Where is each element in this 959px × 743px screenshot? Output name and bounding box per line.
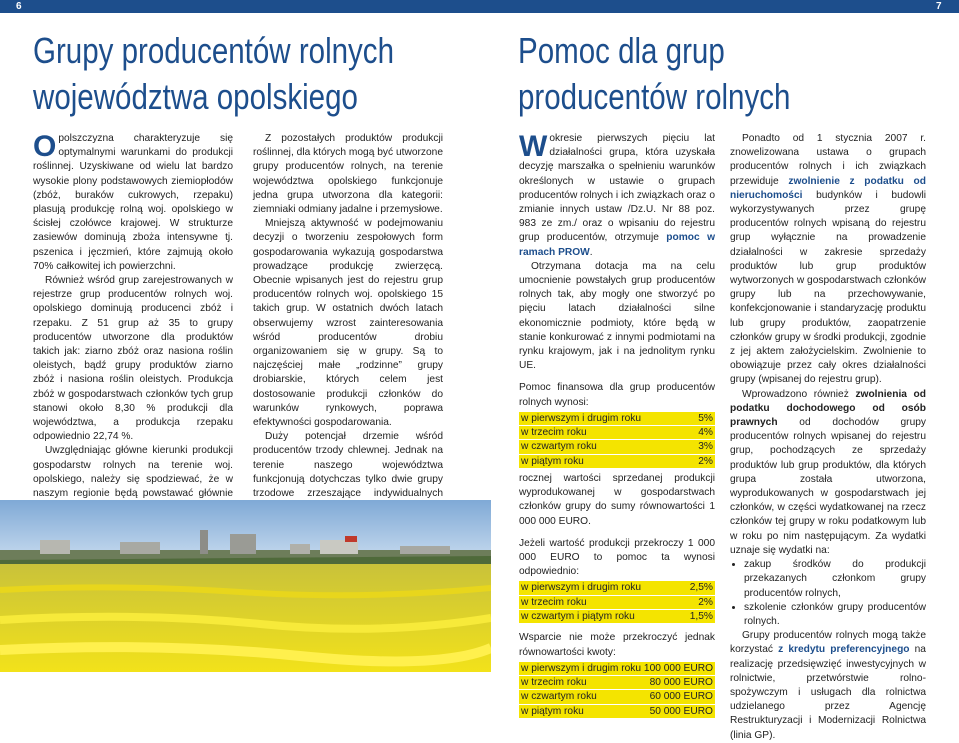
table-row: w czwartym roku 60 000 EURO [521,691,713,703]
table-row: w trzecim roku 80 000 EURO [521,677,713,689]
col3-paragraph-2: Otrzymana dotacja ma na celu umocnienie powstałych grup producentów rolnych tak, aby mogły one stworzyć po pięciu latach działalności silne ekonomicznie podmioty, które będą w stanie konkurować z innymi podmiotami na rynku krajowym, jak i na jednolitym rynku UE. [519,260,715,372]
right-page-title [518,28,790,120]
drop-cap-o: O [33,130,57,163]
col4-paragraph-3: Grupy producentów rolnych mogą także korzystać z kredytu preferencyjnego na realizację przedsięwzięć inwestycyjnych w rolnictwie, przetwórstwie rolno-spożywczym i usługach dla rolnictwa udzielanego przez Agencję Restrukturyzacji i Modernizacji Rolnictwa (linia GP). [730,630,926,741]
list-item: • zakup środków do produkcji przekazanych członkom grupy producentów rolnych, [744,558,926,601]
col1-paragraph-3: Uwzględniając główne kierunki produkcji gospodarstw rolnych na terenie woj. opolskiego, należy się spodziewać, że w naszym regionie będą powstawać głównie [33,445,233,500]
col2-paragraph-3: Duży potencjał drzemie wśród producentów trzody chlewnej. Jednak na terenie naszego województwa funkcjonują dotychczas tylko dwie grupy trzodowe zrzeszające indywidualnych [253,431,443,500]
col1-paragraph-1: Opolszczyzna charakteryzuje się optymalnymi warunkami do produkcji roślinnej. Uzyskiwane od wielu lat bardzo wysokie plony podstawowych ziemiopłodów (zbóż, buraków cukrowych, rzepaku) plasują produkcję rolną woj. opolskiego w ścisłej czołówce krajowej. W strukturze zasiewów dominują zboża intensywne tj. pszenica i jęczmień, które zajmują około 70% całkowitej ich powierzchni. [33,130,233,272]
table-row: w pierwszym i drugim roku 2,5% [521,582,713,594]
table-row: w czwartym roku 3% [521,441,713,453]
prow-highlight: pomoc w ramach PROW [519,232,715,258]
tax-exemption-highlight: zwolnienie z podatku od nieruchomości [730,175,926,201]
aid-over-limit-table [519,581,715,623]
right-page-number: 7 [936,1,942,12]
column-4 [730,132,926,743]
rapeseed-field-photo [0,500,491,672]
col3-paragraph-4: rocznej wartości sprzedanej produkcji wyprodukowanej w gospodarstwach członków grupy do sumy równowartości 1 000 000 EURO. [519,473,715,527]
expense-list [730,558,926,629]
right-title-line-2: producentów rolnych [518,76,791,117]
col3-paragraph-5: Jeżeli wartość produkcji przekroczy 1 000 000 EURO to pomoc ta wynosi odpowiednio: [519,537,715,578]
table-row: w czwartym i piątym roku 1,5% [521,611,713,623]
col4-paragraph-1: Ponadto od 1 stycznia 2007 r. znowelizowana ustawa o grupach producentów rolnych i ich związkach przewiduje zwolnienie z podatku od nieruchomości budynków i budowli wykorzystywanych przez grupę producentów rolnych wpisaną do rejestru grup wyłącznie na prowadzenie działalności w zakresie sprzedaży produktów lub grup produktów wytworzonych w gospodarstwach członków grupy lub na przechowywanie, konfekcjonowanie i standaryzację produktu lub grupy produktów, zaopatrzenie członków grupy w środki produkcji, zgodnie z jej aktem założycielskim. Zwolnienie to obowiązuje przez cały okres działalności grupy (wpisanej do rejestru grup). [730,133,926,386]
col4-paragraph-2: Wprowadzono również zwolnienia od podatku dochodowego od osób prawnych od dochodów grupy producentów rolnych wpisanej do rejestru grup, pochodzących ze sprzedaży produktów lub grup produktów, dla których grupa została utworzona, wyprodukowanych w gospodarstwach jej członków, w części wydatkowanej na rzecz członków tej grupy w roku podatkowym lub w roku po nim następującym. Za wydatki uznaje się wydatki na: [730,388,926,556]
drop-cap-w: W [519,130,548,163]
col2-paragraph-2: Mniejszą aktywność w podejmowaniu decyzji o tworzeniu zespołowych form gospodarowania wykazują gospodarstwa prowadzące produkcję zwierzęcą. Obecnie wpisanych jest do rejestru grup producentów rolnych woj. opolskiego 15 takich grup. W ostatnich dwóch latach obserwujemy wzrost zainteresowania wśród producentów drobiu organizowaniem się w grupy. Są to najczęściej małe „rodzinne” grupy drobiarskie, których celem jest dostosowanie produkcji członków do warunków rynkowych, poprawa efektywności gospodarowania. [253,218,443,429]
income-tax-exemption-highlight: zwolnienia od podatku dochodowego od osób prawnych [730,388,926,429]
preferential-credit-highlight: z kredytu preferencyjnego [778,644,910,656]
left-title-line-2: województwa opolskiego [33,76,358,117]
column-3 [519,132,715,722]
col2-paragraph-1: Z pozostałych produktów produkcji roślinnej, dla których mogą być utworzone grupy producentów rolnych, na terenie województwa opolskiego funkcjonuje jedna grupa utworzona dla kategorii: ziemniaki odmiany jadalne i przemysłowe. [253,133,443,216]
left-page-number: 6 [16,1,22,12]
page-header-bar [0,0,959,13]
col3-paragraph-1: Wokresie pierwszych pięciu lat działalności grupa, która uzyskała decyzję marszałka o spełnieniu warunków określonych w ustawie o grupach producentów rolnych i ich związkach oraz o zmianie innych ustaw /Dz.U. Nr 88 poz. 983 ze zm./ oraz o wpisaniu do rejestru grup producentów, otrzymuje pomoc w ramach PROW. [519,130,715,258]
list-item: • szkolenie członków grupy producentów rolnych. [744,601,926,629]
col3-paragraph-6: Wsparcie nie może przekroczyć jednak równowartości kwoty: [519,632,715,658]
col1-paragraph-2: Również wśród grup zarejestrowanych w rejestrze grup producentów rolnych woj. opolskiego dominują producenci zbóż i rzepaku. Z 51 grup aż 35 to grupy producentów utworzone dla produktów takich jak: ziarno zbóż oraz nasiona roślin oleistych, bądź grupy produktów ziarno zbóż i nasiona roślin oleistych. Produkcja zbóż w gospodarstwach członków tych grup stanowi około 8,30 % produkcji dla województwa, a produkcja rzepaku odpowiednio 22,74 %. [33,275,233,443]
right-title-line-1: Pomoc dla grup [518,30,725,71]
table-row: w trzecim roku 4% [521,427,713,439]
table-row: w pierwszym i drugim roku 5% [521,412,713,424]
col3-paragraph-3: Pomoc finansowa dla grup producentów rolnych wynosi: [519,382,715,408]
table-row: w piątym roku 2% [521,455,713,467]
column-1 [33,132,233,530]
rapeseed-field-image [0,500,491,672]
aid-percentage-table [519,412,715,468]
table-row: w trzecim roku 2% [521,596,713,608]
left-title-line-1: Grupy producentów rolnych [33,30,394,71]
table-row: w pierwszym i drugim roku 100 000 EURO [521,662,713,674]
left-page-title [33,28,394,120]
table-row: w piątym roku 50 000 EURO [521,705,713,717]
aid-max-amount-table [519,662,715,718]
